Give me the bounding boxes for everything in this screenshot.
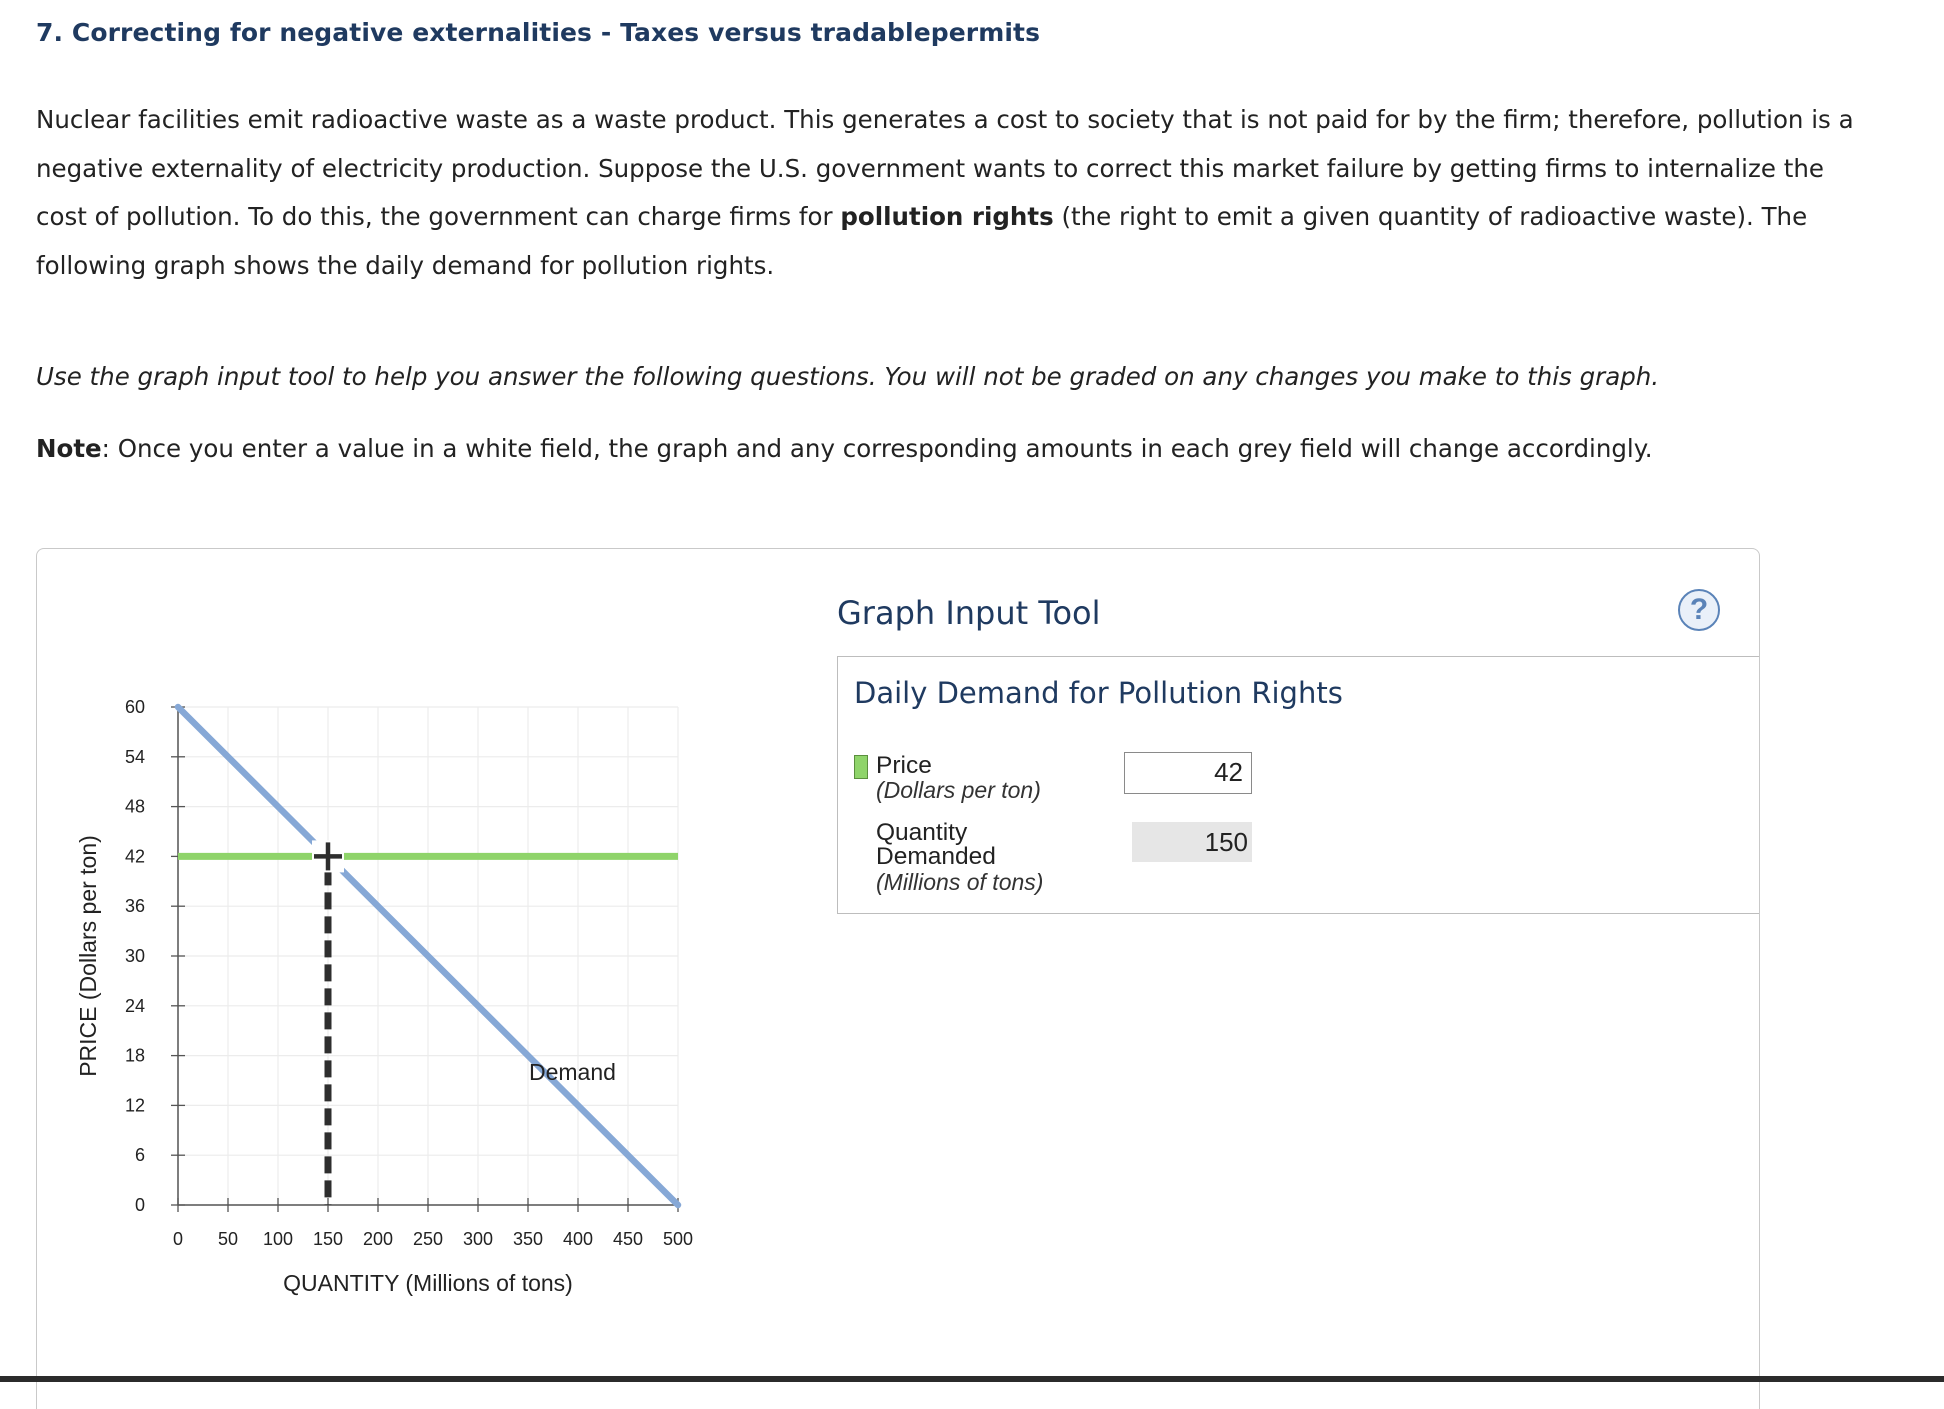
demand-curve-label: Demand — [529, 1059, 616, 1085]
x-tick-label-200: 200 — [362, 1229, 394, 1249]
x-tick-label-400: 400 — [562, 1229, 594, 1249]
y-tick-label-48: 48 — [124, 796, 145, 817]
quantity-label-2: Demanded — [876, 843, 996, 870]
help-button[interactable]: ? — [1678, 589, 1720, 631]
bottom-bar — [0, 1376, 1944, 1382]
x-tick-label-450: 450 — [612, 1229, 644, 1249]
price-legend-swatch — [854, 755, 868, 779]
intro-paragraph: Nuclear facilities emit radioactive waste as a waste product. This generates a cost to society that is not paid for by the firm; therefore, pollution is a negative externality of electricity production. Suppose the U.S. government wants to correct this market failure by getting firms to internalize the cost of pollution. To do this, the government can charge firms for pollution rights (the right to emit a given quantity of radioactive waste). The following graph shows the daily demand for pollution rights. — [36, 105, 1854, 280]
quantity-label: Quantity — [876, 819, 968, 846]
x-tick-label-100: 100 — [262, 1229, 294, 1249]
graph-input-heading: Daily Demand for Pollution Rights — [854, 676, 1343, 710]
instruction-text: Use the graph input tool to help you answer the following questions. You will not be graded on any changes you make to this graph. — [36, 362, 1660, 391]
y-tick-label-42: 42 — [124, 846, 145, 867]
x-tick-label-500: 500 — [662, 1229, 694, 1249]
x-tick-label-150: 150 — [312, 1229, 344, 1249]
x-tick-label-300: 300 — [462, 1229, 494, 1249]
graph-input-tool-title: Graph Input Tool — [837, 594, 1101, 632]
x-tick-label-50: 50 — [217, 1229, 239, 1249]
quantity-demanded-output: 150 — [1132, 822, 1252, 862]
y-tick-label-54: 54 — [124, 746, 145, 767]
x-tick-label-350: 350 — [512, 1229, 544, 1249]
y-tick-label-36: 36 — [124, 896, 145, 917]
y-tick-label-24: 24 — [124, 995, 145, 1016]
quantity-unit: (Millions of tons) — [876, 869, 1044, 895]
chart-ticks — [125, 697, 693, 1249]
pollution-rights-term: pollution rights — [840, 202, 1054, 231]
x-axis-title: QUANTITY (Millions of tons) — [283, 1270, 573, 1296]
y-tick-label-30: 30 — [124, 946, 145, 966]
price-unit: (Dollars per ton) — [876, 777, 1041, 803]
y-axis-title: PRICE (Dollars per ton) — [75, 835, 101, 1077]
question-title: 7. Correcting for negative externalities - Taxes versus tradablepermits — [36, 18, 1041, 47]
price-label: Price — [876, 752, 932, 779]
y-tick-label-18: 18 — [124, 1045, 145, 1066]
price-input[interactable]: 42 — [1124, 752, 1252, 794]
y-tick-label-12: 12 — [124, 1095, 145, 1116]
y-tick-label-0: 0 — [134, 1195, 145, 1215]
y-tick-label-60: 60 — [124, 697, 145, 717]
x-tick-label-0: 0 — [172, 1229, 184, 1249]
y-tick-label-6: 6 — [134, 1145, 145, 1166]
x-tick-label-250: 250 — [412, 1229, 444, 1249]
note-text: Note: Once you enter a value in a white field, the graph and any corresponding amounts in each grey field will change accordingly. — [36, 434, 1653, 463]
